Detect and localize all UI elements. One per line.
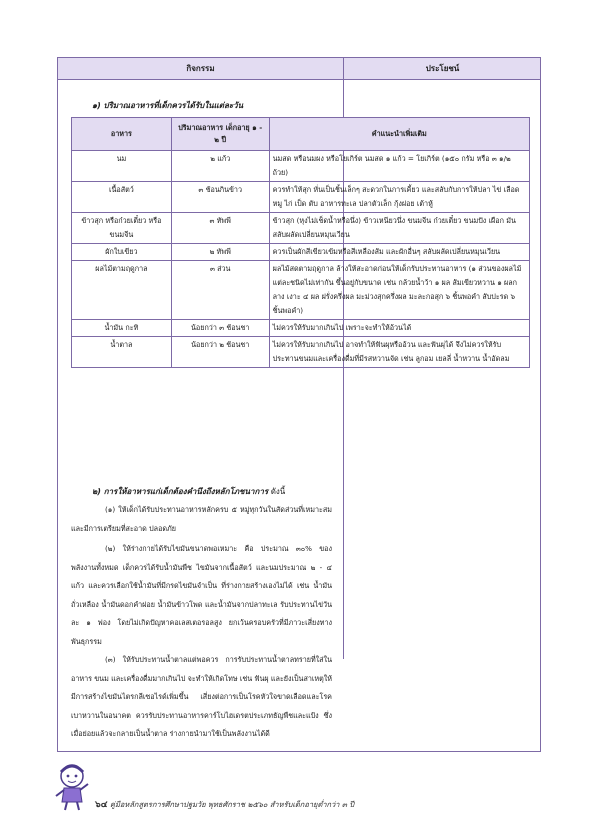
table-row	[72, 320, 530, 337]
table-row	[72, 337, 530, 368]
advice-cell: นมสด หรือนมผง หรือโยเกิร์ต นมสด ๑ แก้ว = โยเกิร์ต (๑๕๐ กรัม หรือ ๓ ๑/๒ ถ้วย)	[269, 151, 529, 182]
advice-cell: ควรเป็นผักสีเขียวเข้มหรือสีเหลืองส้ม และผักอื่นๆ สลับผลัดเปลี่ยนหมุนเวียน	[269, 244, 529, 261]
food-cell: เนื้อสัตว์	[72, 182, 172, 213]
content-frame	[57, 57, 541, 752]
section2-title-text: ๒) การให้อาหารแก่เด็กต้องคำนึงถึงหลักโภชนาการ	[92, 487, 269, 496]
table-row	[72, 244, 530, 261]
advice-cell: ข้าวสุก (หุงไม่เช็ดน้ำหรือนึ่ง) ข้าวเหนียวนึ่ง ขนมจีน ก๋วยเตี๋ยว ขนมปัง เผือก มัน สลับผลัดเปลี่ยนหมุนเวียน	[269, 213, 529, 244]
amount-cell: ๒ แก้ว	[171, 151, 269, 182]
page-number: ๖๔	[95, 800, 108, 810]
amount-cell: ๓ ส่วน	[171, 261, 269, 320]
section2-title-suffix: ดังนี้	[268, 487, 286, 496]
footer-text: คู่มือหลักสูตรการศึกษาปฐมวัย พุทธศักราช ๒๕๖๐ สำหรับเด็กอายุต่ำกว่า ๓ ปี	[109, 800, 355, 809]
table-header	[58, 58, 540, 80]
section2-title	[92, 485, 285, 498]
th-food: อาหาร	[72, 118, 172, 151]
section1-title: ๑) ปริมาณอาหารที่เด็กควรได้รับในแต่ละวัน	[92, 101, 244, 110]
header-activity: กิจกรรม	[58, 58, 344, 79]
table-row	[72, 213, 530, 244]
th-amount: ปริมาณอาหาร เด็กอายุ ๑ - ๒ ปี	[171, 118, 269, 151]
advice-cell: ไม่ควรให้รับมากเกินไป อาจทำให้ฟันผุหรืออ้วน และฟันผุได้ จึงไม่ควรให้รับประทานขนมและเครื่องดื่มที่มีรสหวานจัด เช่น ลูกอม เยลลี่ น้ำหวาน น้ำอัดลม	[269, 337, 529, 368]
table-row	[72, 261, 530, 320]
th-advice: คำแนะนำเพิ่มเติม	[269, 118, 529, 151]
table-row	[72, 182, 530, 213]
amount-cell: น้อยกว่า ๓ ช้อนชา	[171, 320, 269, 337]
advice-cell: ควรทำให้สุก หั่นเป็นชิ้นเล็กๆ สะดวกในการเคี้ยว และสลับกับการให้ปลา ไข่ เลือดหมู ไก่ เป็ด ตับ อาหารทะเล ปลาตัวเล็ก กุ้งฝอย เต้าหู้	[269, 182, 529, 213]
food-table	[71, 117, 530, 368]
amount-cell: ๒ ทัพพี	[171, 244, 269, 261]
advice-cell: ไม่ควรให้รับมากเกินไป เพราะจะทำให้อ้วนได้	[269, 320, 529, 337]
food-cell: น้ำมัน กะทิ	[72, 320, 172, 337]
paragraph-3: (๓) ให้รับประทานน้ำตาลแต่พอควร การรับประทานน้ำตาลทรายที่ใส่ในอาหาร ขนม และเครื่องดื่มมากเกินไป จะทำให้เกิดโทษ เช่น ฟันผุ และยังเป็นสาเหตุให้มีการสร้างไขมันไตรกลีเซอไรด์เพิ่มขึ้น เสี่ยงต่อการเป็นโรคหัวใจขาดเลือดและโรคเบาหวานในอนาคต ควรรับประทานอาหารคาร์โบไฮเดรตประเภทธัญพืชและแป้ง ซึ่งเมื่อย่อยแล้วจะกลายเป็นน้ำตาล ร่างกายนำมาใช้เป็นพลังงานได้ดี	[71, 655, 332, 738]
amount-cell: ๓ ช้อนกินข้าว	[171, 182, 269, 213]
amount-cell: น้อยกว่า ๒ ช้อนชา	[171, 337, 269, 368]
paragraph-1: (๑) ให้เด็กได้รับประทานอาหารหลักครบ ๕ หมู่ทุกวันในสัดส่วนที่เหมาะสม และมีการเตรียมที่สะอาด ปลอดภัย	[71, 505, 332, 533]
amount-cell: ๓ ทัพพี	[171, 213, 269, 244]
food-cell: น้ำตาล	[72, 337, 172, 368]
header-benefit: ประโยชน์	[425, 64, 460, 73]
advice-cell: ผลไม้สดตามฤดูกาล ล้างให้สะอาดก่อนให้เด็กรับประทานอาหาร (๑ ส่วนของผลไม้แต่ละชนิดไม่เท่ากัน ขึ้นอยู่กับขนาด เช่น กล้วยน้ำว้า ๑ ผล ส้มเขียวหวาน ๑ ผลกลาง เงาะ ๔ ผล ฝรั่งครึ่งผล มะม่วงสุกครึ่งผล มะละกอสุก ๖ ชิ้นพอคำ สับปะรด ๖ ชิ้นพอคำ)	[269, 261, 529, 320]
food-cell: ข้าวสุก หรือก๋วยเตี๋ยว หรือขนมจีน	[72, 213, 172, 244]
food-cell: ผักใบเขียว	[72, 244, 172, 261]
page-footer	[95, 797, 354, 811]
paragraph-2: (๒) ให้ร่างกายได้รับไขมันขนาดพอเหมาะ คือ ประมาณ ๓๐% ของพลังงานทั้งหมด เด็กควรได้รับน้ำมันพืช ไขมันจากเนื้อสัตว์ และนมประมาณ ๒ - ๔ แก้ว และควรเลือกใช้น้ำมันที่มีกรดไขมันจำเป็น ที่ร่างกายสร้างเองไม่ได้ เช่น น้ำมันถั่วเหลือง น้ำมันดอกคำฝอย น้ำมันข้าวโพด และน้ำมันจากปลาทะเล รับประทานไข่วันละ ๑ ฟอง โดยไม่เกิดปัญหาคอเลสเตอรอลสูง ยกเว้นครอบครัวที่มีภาวะเสี่ยงทางพันธุกรรม	[71, 544, 332, 646]
food-table-header	[72, 118, 530, 151]
table-row	[72, 151, 530, 182]
food-cell: นม	[72, 151, 172, 182]
food-cell: ผลไม้ตามฤดูกาล	[72, 261, 172, 320]
mascot-illustration	[52, 762, 96, 812]
